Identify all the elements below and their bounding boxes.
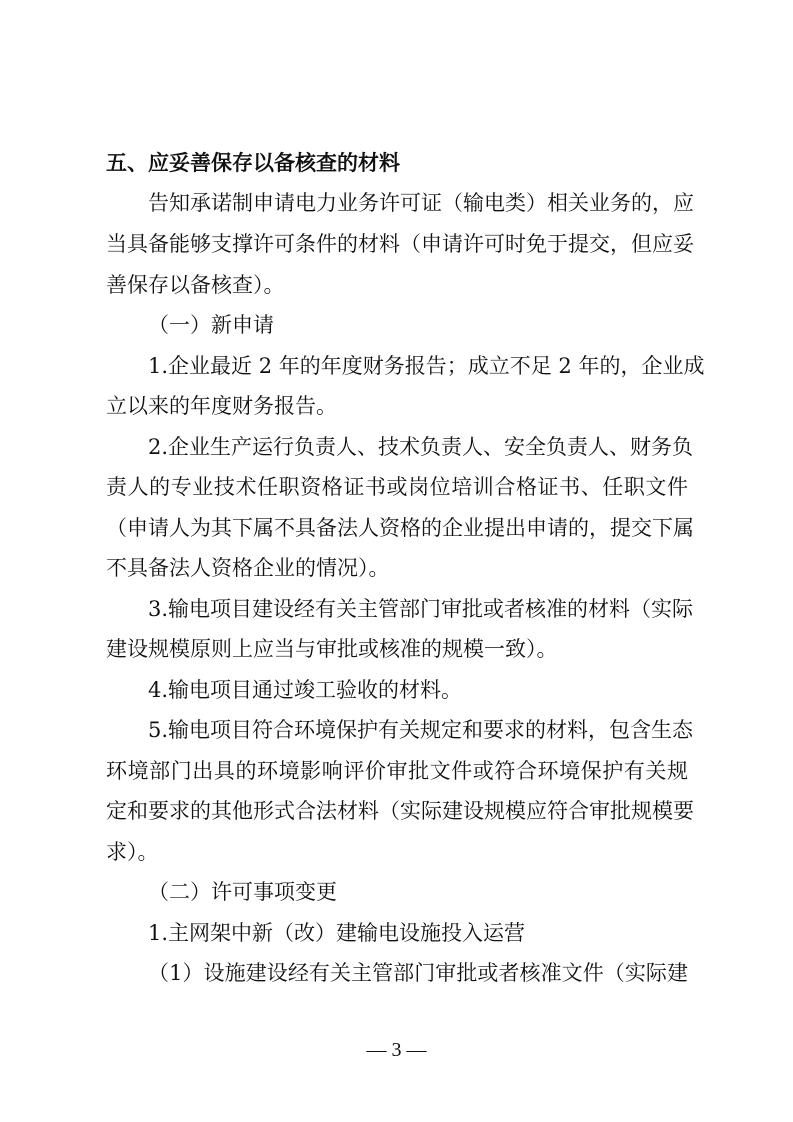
page-number: — 3 — [366,1039,427,1061]
sub2-item1-1-line: （1）设施建设经有关主管部门审批或者核准文件（实际建 [148,961,688,985]
item5-line-3: 定和要求的其他形式合法材料（实际建设规模应符合审批规模要 [106,799,694,823]
item2-line-3: （申请人为其下属不具备法人资格的企业提出申请的，提交下属 [106,516,694,540]
item2-line-4: 不具备法人资格企业的情况）。 [106,556,390,580]
item4-line-1: 4.输电项目通过竣工验收的材料。 [148,678,463,702]
item2-line-2: 责人的专业技术任职资格证书或岗位培训合格证书、任职文件 [106,475,688,499]
item3-line-1: 3.输电项目建设经有关主管部门审批或者核准的材料（实际 [148,597,694,621]
section-heading: 五、应妥善保存以备核查的材料 [106,151,400,175]
sub2-item1-line: 1.主网架中新（改）建输电设施投入运营 [148,921,526,945]
item3-line-2: 建设规模原则上应当与审批或核准的规模一致）。 [106,637,558,661]
item5-line-4: 求）。 [106,840,159,864]
subsection-new-application-heading: （一）新申请 [148,313,274,337]
item2-line-1: 2.企业生产运行负责人、技术负责人、安全负责人、财务负 [148,435,694,459]
subsection-change-heading: （二）许可事项变更 [148,880,337,904]
item1-line-1: 1.企业最近 2 年的年度财务报告；成立不足 2 年的，企业成 [148,354,705,378]
intro-line-3: 善保存以备核查）。 [106,273,285,297]
intro-line-1: 告知承诺制申请电力业务许可证（输电类）相关业务的，应 [148,191,694,215]
item5-line-2: 环境部门出具的环境影响评价审批文件或符合环境保护有关规 [106,759,688,783]
item1-line-2: 立以来的年度财务报告。 [106,394,337,418]
intro-line-2: 当具备能够支撑许可条件的材料（申请许可时免于提交，但应妥 [106,232,694,256]
item5-line-1: 5.输电项目符合环境保护有关规定和要求的材料，包含生态 [148,718,694,742]
